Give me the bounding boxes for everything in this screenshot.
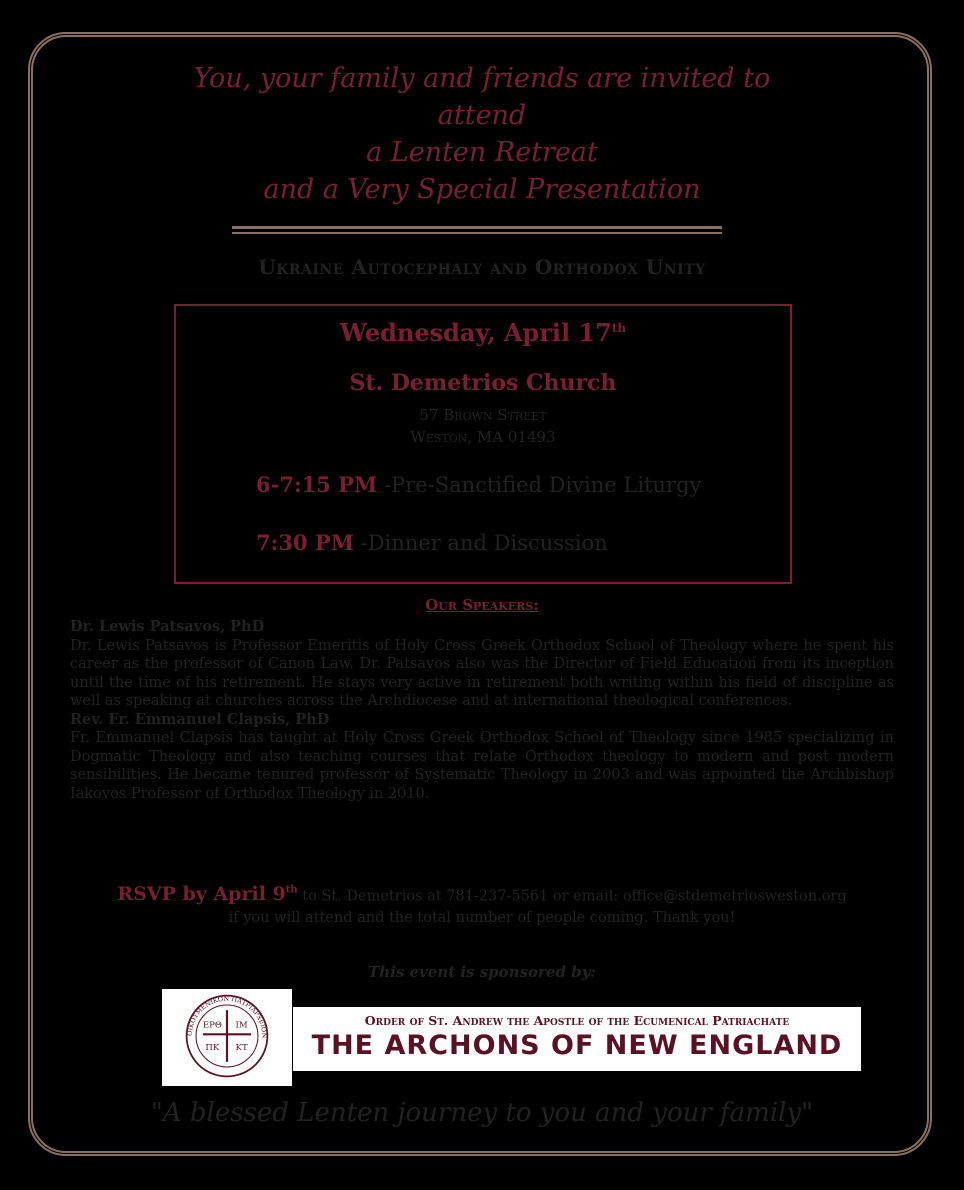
rsvp-deadline-suffix: th bbox=[285, 885, 298, 896]
headline-line-1: You, your family and friends are invited to bbox=[193, 63, 771, 94]
patriarchate-seal-icon bbox=[184, 993, 270, 1079]
rsvp-deadline bbox=[117, 883, 297, 905]
address-city: Weston, MA 01493 bbox=[410, 428, 556, 446]
schedule-desc: -Dinner and Discussion bbox=[360, 531, 608, 555]
schedule-item-liturgy bbox=[256, 472, 701, 497]
speakers-heading: Our Speakers: bbox=[425, 596, 539, 614]
speaker-name: Dr. Lewis Patsavos, PhD bbox=[70, 618, 265, 635]
schedule-desc: -Pre-Sanctified Divine Liturgy bbox=[383, 473, 702, 497]
rsvp-deadline-text: RSVP by April 9 bbox=[117, 883, 286, 906]
invitation-headline bbox=[0, 60, 964, 208]
schedule-time: 6-7:15 PM bbox=[256, 472, 378, 497]
headline-line-3: a Lenten Retreat bbox=[366, 137, 598, 168]
speakers-section bbox=[70, 618, 894, 803]
rsvp-line-1 bbox=[0, 880, 964, 907]
order-name: Order of St. Andrew the Apostle of the Ecumenical Patriachate bbox=[364, 1013, 790, 1028]
sponsor-label: This event is sponsored by: bbox=[368, 963, 596, 981]
church-name: St. Demetrios Church bbox=[349, 370, 617, 396]
sponsor-seal-logo bbox=[162, 989, 292, 1086]
address-street: 57 Brown Street bbox=[419, 406, 547, 424]
speaker-name: Rev. Fr. Emmanuel Clapsis, PhD bbox=[70, 710, 330, 728]
headline-divider bbox=[232, 226, 722, 234]
speaker-bio: Dr. Lewis Patsavos is Professor Emeritis of Holy Cross Greek Orthodox School of Theology where he spent his career as the professor of Canon Law. Dr. Patsavos also was the Director of Field Education from its inception until the time of his retirement. He stays very active in retirement both writing within his field of discipline as well as speaking at churches across the Archdiocese and at international theological conferences. bbox=[70, 637, 894, 709]
svg-text:ΙΜ: ΙΜ bbox=[235, 1020, 248, 1031]
rsvp-section bbox=[0, 880, 964, 929]
schedule-item-dinner bbox=[256, 530, 608, 555]
event-date bbox=[176, 318, 790, 347]
archons-name: THE ARCHONS OF NEW ENGLAND bbox=[311, 1030, 843, 1061]
closing-blessing: "A blessed Lenten journey to you and your family" bbox=[150, 1098, 814, 1128]
event-date-suffix: th bbox=[611, 321, 627, 335]
event-date-text: Wednesday, April 17 bbox=[339, 318, 612, 347]
svg-text:ΚΤ: ΚΤ bbox=[235, 1042, 248, 1053]
schedule-time: 7:30 PM bbox=[256, 530, 354, 555]
rsvp-contact: to St. Demetrios at 781-237-5561 or email: office@stdemetriosweston.org bbox=[297, 888, 847, 905]
archons-banner bbox=[293, 1007, 861, 1071]
rsvp-line-2: if you will attend and the total number of people coming. Thank you! bbox=[228, 910, 736, 927]
headline-line-2: attend bbox=[437, 100, 527, 131]
church-address bbox=[176, 404, 790, 448]
svg-text:ΠΚ: ΠΚ bbox=[205, 1042, 220, 1053]
svg-text:ΕΡΘ: ΕΡΘ bbox=[202, 1020, 222, 1031]
event-details-box bbox=[174, 304, 792, 584]
event-title: Ukraine Autocephaly and Orthodox Unity bbox=[258, 255, 706, 279]
seal-text: ΟΙΚΟΥΜΕΝΙΚΟΝ ΠΑΤΡΙΑΡΧΕΙΟΝ bbox=[185, 994, 269, 1039]
speaker-bio: Fr. Emmanuel Clapsis has taught at Holy Cross Greek Orthodox School of Theology since 1985 specializing in Dogmatic Theology and also teaching courses that relate Orthodox theology to modern and post modern sensibilities. He became tenured professor of Systematic Theology in 2003 and was appointed the Archbishop Iakovos Professor of Orthodox Theology in 2010. bbox=[70, 730, 894, 802]
headline-line-4: and a Very Special Presentation bbox=[263, 174, 701, 205]
